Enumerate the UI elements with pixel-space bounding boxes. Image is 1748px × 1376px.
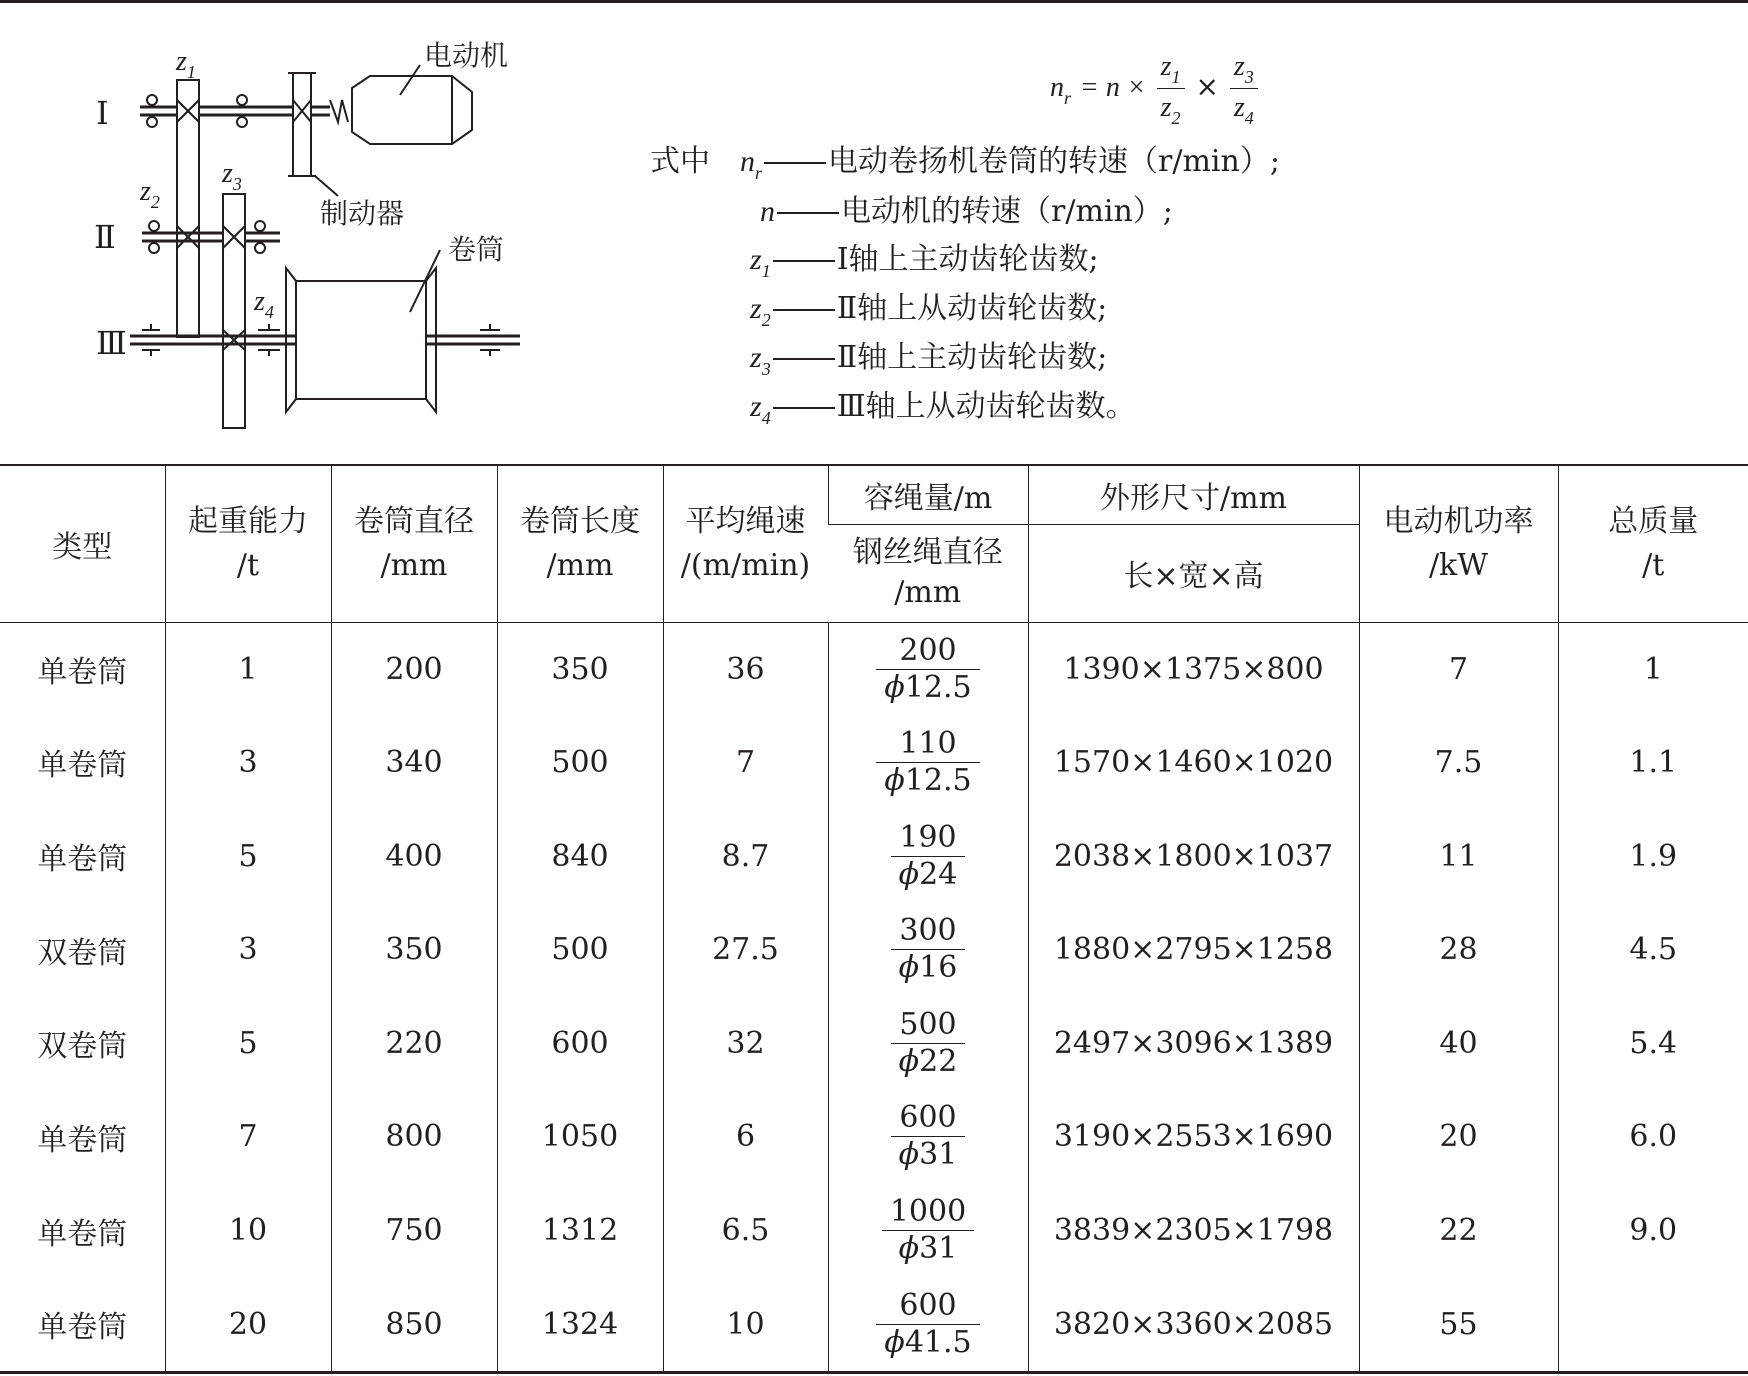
cell-mass: 6.0	[1558, 1090, 1748, 1184]
cell-drum-len: 1324	[497, 1277, 663, 1371]
cell-speed: 6.5	[663, 1184, 828, 1278]
rope-diameter: 22	[919, 1043, 958, 1079]
formula-lhs-sub: r	[1064, 88, 1072, 108]
rope-capacity: 500	[891, 1007, 966, 1044]
frac2-num: z	[1233, 51, 1245, 82]
cell-speed: 32	[663, 997, 828, 1091]
cell-mass: 4.5	[1558, 903, 1748, 997]
cell-rope-capacity-diameter	[828, 622, 1028, 716]
cell-drum-len: 600	[497, 997, 663, 1091]
phi-symbol: ϕ	[898, 1231, 920, 1267]
rope-diameter: 16	[919, 950, 958, 986]
legend-symbol: z	[750, 292, 762, 325]
winch-spec-table	[0, 466, 1748, 1371]
rope-fraction	[876, 726, 979, 799]
cell-rope-capacity-diameter	[828, 1184, 1028, 1278]
formula-fraction-1	[1157, 50, 1185, 127]
header-rope-speed	[663, 466, 828, 622]
rope-diameter-cell	[891, 1137, 966, 1173]
winch-transmission-diagram	[80, 20, 640, 440]
z1-label	[176, 46, 196, 82]
cell-type: 单卷筒	[37, 842, 128, 878]
cell-rope-capacity-diameter	[828, 903, 1028, 997]
rope-diameter: 31	[919, 1137, 958, 1173]
cell-rope-capacity-diameter	[828, 997, 1028, 1091]
table-row	[0, 1277, 1748, 1371]
legend-symbol: z	[750, 243, 762, 276]
shaft-i-label: Ⅰ	[96, 94, 109, 132]
cell-speed: 36	[663, 622, 828, 716]
cell-dims: 1570×1460×1020	[1028, 716, 1359, 810]
shaft-ii-label: Ⅱ	[94, 218, 116, 256]
rope-capacity: 200	[876, 633, 979, 670]
legend-text: Ⅲ轴上从动齿轮齿数。	[836, 389, 1136, 424]
legend-item	[750, 381, 1136, 428]
z2-label	[140, 176, 160, 212]
legend-item	[750, 283, 1108, 330]
legend-intro: 式中	[650, 144, 710, 179]
header-motor-power-line1: 电动机功率	[1383, 503, 1534, 539]
legend-symbol: n	[760, 195, 775, 228]
z2-letter: z	[140, 176, 151, 207]
cell-drum-dia: 800	[331, 1090, 497, 1184]
table-row	[0, 1184, 1748, 1278]
z3-letter: z	[222, 158, 233, 189]
cell-capacity: 20	[165, 1277, 331, 1371]
z1-letter: z	[176, 46, 187, 77]
legend-subscript: r	[755, 163, 763, 183]
header-rope-diameter-line2: /mm	[894, 575, 962, 610]
rope-fraction	[876, 1288, 979, 1361]
formula-fraction-2	[1230, 50, 1258, 127]
header-rope-diameter	[828, 524, 1028, 622]
cell-capacity: 3	[165, 716, 331, 810]
cell-power: 55	[1359, 1277, 1558, 1371]
cell-mass: 1.9	[1558, 809, 1748, 903]
legend-item	[750, 234, 1099, 281]
cell-drum-dia: 850	[331, 1277, 497, 1371]
phi-symbol: ϕ	[884, 669, 905, 705]
cell-capacity: 5	[165, 997, 331, 1091]
phi-symbol: ϕ	[898, 950, 920, 986]
cell-dims: 3190×2553×1690	[1028, 1090, 1359, 1184]
cell-drum-dia: 750	[331, 1184, 497, 1278]
header-motor-power-line2: /kW	[1428, 547, 1489, 583]
frac2-den: z	[1233, 92, 1245, 123]
header-type: 类型	[0, 466, 165, 622]
cell-capacity: 10	[165, 1184, 331, 1278]
cell-power: 20	[1359, 1090, 1558, 1184]
header-dimensions-lwh: 长×宽×高	[1028, 524, 1359, 622]
frac1-num: z	[1160, 51, 1172, 82]
table-row	[0, 997, 1748, 1091]
z3-subscript: 3	[232, 174, 242, 194]
z1-subscript: 1	[186, 62, 196, 82]
table-row	[0, 809, 1748, 903]
formula-times: ×	[1195, 70, 1219, 103]
header-rope-speed-line2: /(m/min)	[680, 547, 811, 583]
frac1-den-sub: 2	[1171, 108, 1181, 128]
header-total-mass-line2: /t	[1642, 547, 1665, 583]
formula-lhs: n	[1050, 72, 1064, 103]
motor-label: 电动机	[424, 39, 509, 72]
cell-power: 28	[1359, 903, 1558, 997]
table-row	[0, 1090, 1748, 1184]
cell-speed: 10	[663, 1277, 828, 1371]
cell-dims: 2497×3096×1389	[1028, 997, 1359, 1091]
rope-capacity: 190	[891, 820, 966, 857]
cell-drum-dia: 340	[331, 716, 497, 810]
cell-dims: 3820×3360×2085	[1028, 1277, 1359, 1371]
cell-capacity: 7	[165, 1090, 331, 1184]
header-capacity-line1: 起重能力	[188, 503, 308, 539]
rope-capacity: 1000	[882, 1194, 974, 1231]
rope-fraction	[876, 633, 979, 706]
cell-speed: 6	[663, 1090, 828, 1184]
header-rope-capacity: 容绳量/m	[828, 466, 1028, 524]
header-capacity-line2: /t	[236, 547, 260, 583]
z4-letter: z	[254, 286, 265, 317]
phi-symbol: ϕ	[884, 1324, 905, 1360]
header-drum-diameter-line1: 卷筒直径	[354, 503, 474, 539]
rope-diameter: 12.5	[904, 669, 972, 705]
cell-drum-dia: 200	[331, 622, 497, 716]
rope-diameter-cell	[876, 763, 979, 799]
cell-mass: 5.4	[1558, 997, 1748, 1091]
cell-mass: 9.0	[1558, 1184, 1748, 1278]
cell-power: 7	[1359, 622, 1558, 716]
z3-label	[222, 158, 242, 194]
cell-type: 单卷筒	[37, 1310, 128, 1346]
header-rope-diameter-line1: 钢丝绳直径	[852, 535, 1003, 570]
legend-text: Ⅰ轴上主动齿轮齿数;	[836, 242, 1099, 277]
cell-speed: 8.7	[663, 809, 828, 903]
cell-type: 单卷筒	[37, 1216, 128, 1252]
cell-power: 40	[1359, 997, 1558, 1091]
legend-text: Ⅱ轴上从动齿轮齿数;	[836, 291, 1108, 326]
phi-symbol: ϕ	[898, 1043, 920, 1079]
legend-text: 电动机的转速（r/min）;	[841, 194, 1173, 229]
header-dimensions: 外形尺寸/mm	[1028, 466, 1359, 524]
rope-fraction	[882, 1194, 974, 1267]
rope-fraction	[891, 1007, 966, 1080]
table-row	[0, 716, 1748, 810]
phi-symbol: ϕ	[898, 1137, 920, 1173]
cell-mass: 1	[1558, 622, 1748, 716]
rope-capacity: 600	[891, 1100, 966, 1137]
cell-drum-len: 1050	[497, 1090, 663, 1184]
legend-subscript: 2	[761, 310, 771, 330]
legend-subscript: 4	[761, 408, 771, 428]
rope-fraction	[891, 1100, 966, 1173]
rope-diameter-cell	[876, 1325, 979, 1361]
cell-type: 双卷筒	[37, 1029, 128, 1065]
top-rule	[0, 0, 1748, 3]
frac2-den-sub: 4	[1244, 108, 1254, 128]
table-row	[0, 903, 1748, 997]
header-total-mass-line1: 总质量	[1608, 503, 1699, 539]
header-motor-power	[1359, 466, 1558, 622]
header-drum-length	[497, 466, 663, 622]
cell-type: 单卷筒	[37, 655, 128, 691]
cell-type: 双卷筒	[37, 935, 128, 971]
header-rope-speed-line1: 平均绳速	[685, 503, 806, 539]
cell-type: 单卷筒	[37, 748, 128, 784]
header-drum-length-line2: /mm	[546, 547, 614, 583]
rope-diameter: 24	[919, 856, 958, 892]
brake-label: 制动器	[320, 197, 405, 230]
cell-drum-dia: 220	[331, 997, 497, 1091]
legend-subscript: 1	[761, 261, 771, 281]
cell-rope-capacity-diameter	[828, 716, 1028, 810]
z2-subscript: 2	[150, 192, 160, 212]
spec-table-body	[0, 622, 1748, 1371]
frac2-num-sub: 3	[1244, 67, 1254, 87]
cell-dims: 1390×1375×800	[1028, 622, 1359, 716]
legend-subscript: 3	[761, 359, 771, 379]
cell-type: 单卷筒	[37, 1122, 128, 1158]
table-row	[0, 622, 1748, 716]
cell-capacity: 1	[165, 622, 331, 716]
cell-dims: 2038×1800×1037	[1028, 809, 1359, 903]
cell-drum-len: 1312	[497, 1184, 663, 1278]
header-capacity	[165, 466, 331, 622]
legend-text: 电动卷扬机卷筒的转速（r/min）;	[828, 144, 1280, 179]
cell-rope-capacity-diameter	[828, 1277, 1028, 1371]
rope-diameter-cell	[891, 857, 966, 893]
cell-mass	[1558, 1277, 1748, 1371]
rope-diameter-cell	[876, 670, 979, 706]
header-total-mass	[1558, 466, 1748, 622]
cell-drum-len: 500	[497, 716, 663, 810]
z4-subscript: 4	[264, 302, 274, 322]
legend-symbol: z	[750, 341, 762, 374]
z4-label	[254, 286, 274, 322]
phi-symbol: ϕ	[898, 856, 920, 892]
cell-drum-len: 350	[497, 622, 663, 716]
cell-rope-capacity-diameter	[828, 809, 1028, 903]
rope-diameter-cell	[891, 1044, 966, 1080]
phi-symbol: ϕ	[884, 762, 905, 798]
rope-diameter-cell	[882, 1231, 974, 1267]
formula-eq: = n ×	[1079, 72, 1146, 103]
speed-formula	[1050, 50, 1410, 130]
drum-label: 卷筒	[448, 233, 505, 266]
cell-drum-dia: 350	[331, 903, 497, 997]
cell-capacity: 5	[165, 809, 331, 903]
shaft-iii-label: Ⅲ	[96, 324, 127, 362]
cell-power: 7.5	[1359, 716, 1558, 810]
legend-symbol: n	[740, 145, 755, 178]
cell-power: 22	[1359, 1184, 1558, 1278]
cell-drum-len: 500	[497, 903, 663, 997]
legend-text: Ⅱ轴上主动齿轮齿数;	[836, 340, 1108, 375]
rope-diameter: 31	[919, 1231, 958, 1267]
cell-power: 11	[1359, 809, 1558, 903]
frac1-den: z	[1160, 92, 1172, 123]
header-drum-length-line1: 卷筒长度	[520, 503, 640, 539]
cell-dims: 3839×2305×1798	[1028, 1184, 1359, 1278]
legend-symbol: z	[750, 390, 762, 423]
header-drum-diameter	[331, 466, 497, 622]
table-bottom-rule	[0, 1371, 1748, 1374]
cell-speed: 7	[663, 716, 828, 810]
cell-capacity: 3	[165, 903, 331, 997]
rope-fraction	[891, 913, 966, 986]
cell-drum-len: 840	[497, 809, 663, 903]
rope-diameter: 41.5	[904, 1324, 972, 1360]
header-drum-diameter-line2: /mm	[380, 547, 448, 583]
cell-dims: 1880×2795×1258	[1028, 903, 1359, 997]
rope-capacity: 300	[891, 913, 966, 950]
rope-capacity: 110	[876, 726, 979, 763]
rope-capacity: 600	[876, 1288, 979, 1325]
cell-drum-dia: 400	[331, 809, 497, 903]
frac1-num-sub: 1	[1171, 67, 1181, 87]
rope-diameter-cell	[891, 950, 966, 986]
legend-item	[740, 136, 1280, 183]
cell-mass: 1.1	[1558, 716, 1748, 810]
legend-item	[750, 332, 1108, 379]
cell-rope-capacity-diameter	[828, 1090, 1028, 1184]
legend-item	[760, 186, 1173, 230]
rope-diameter: 12.5	[904, 762, 972, 798]
rope-fraction	[891, 820, 966, 893]
cell-speed: 27.5	[663, 903, 828, 997]
